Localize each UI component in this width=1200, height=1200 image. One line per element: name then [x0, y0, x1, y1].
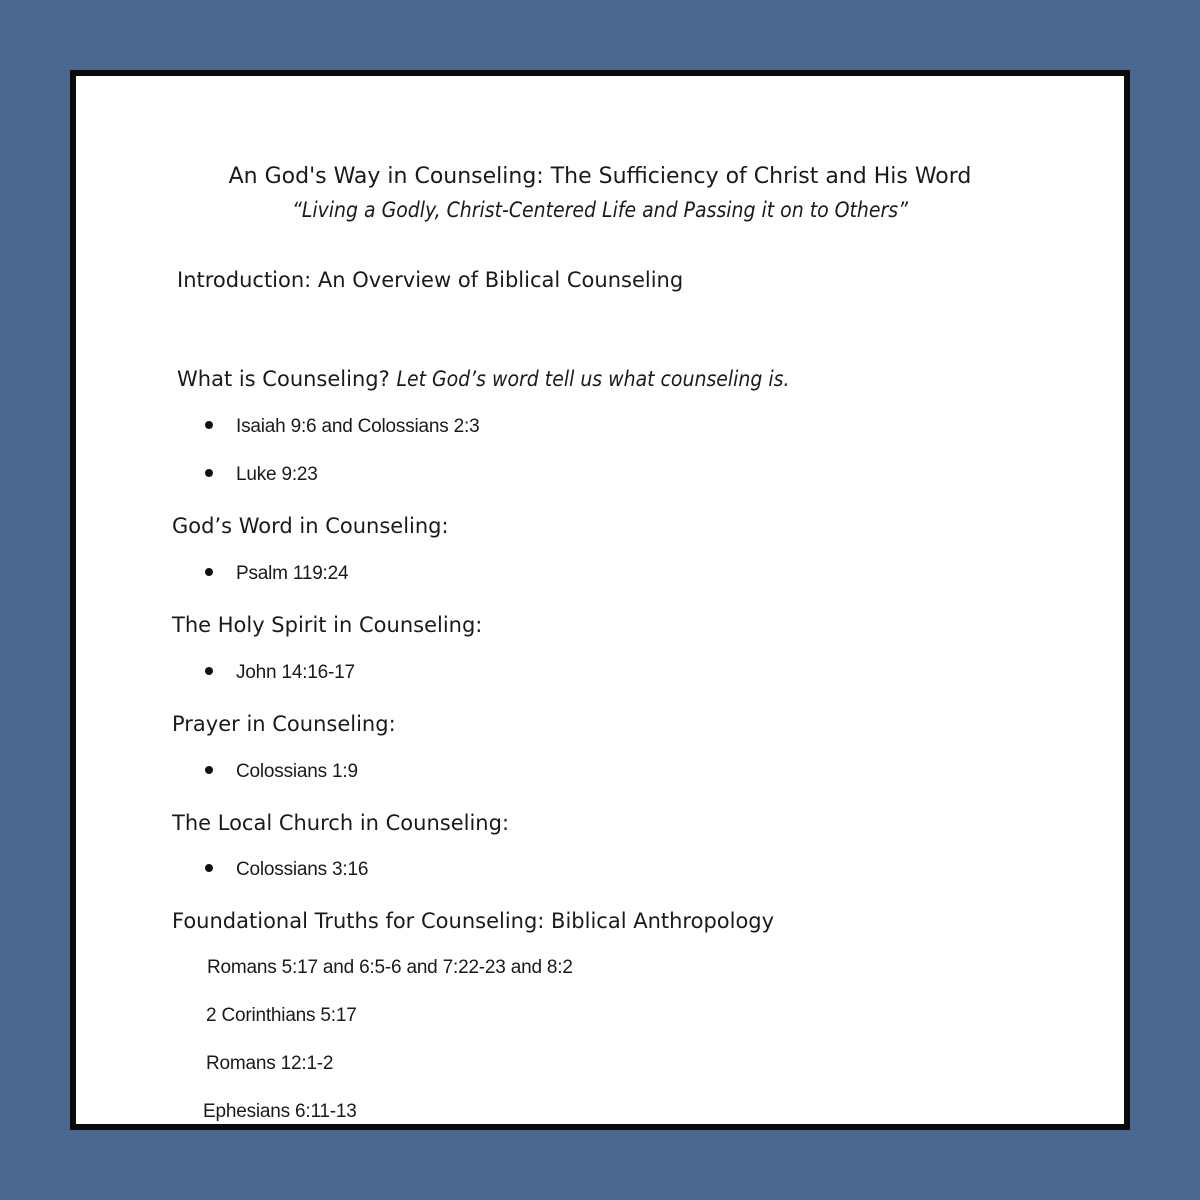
- list-item: Ephesians 6:11-13: [203, 1101, 357, 1122]
- list-item: Psalm 119:24: [236, 563, 349, 584]
- list-item: Luke 9:23: [236, 464, 318, 485]
- list-item: Colossians 3:16: [236, 859, 369, 880]
- introduction-heading: Introduction: An Overview of Biblical Counseling: [177, 268, 684, 292]
- list-item: Colossians 1:9: [236, 761, 358, 782]
- document-title: An God's Way in Counseling: The Sufficiency of Christ and His Word: [228, 164, 972, 189]
- section-heading-prayer: Prayer in Counseling:: [172, 712, 396, 736]
- bullet-icon: [205, 568, 213, 576]
- document-page: [70, 70, 1130, 1130]
- list-item: 2 Corinthians 5:17: [206, 1005, 357, 1026]
- section-heading-local-church: The Local Church in Counseling:: [172, 811, 510, 835]
- bullet-icon: [205, 469, 213, 477]
- section-heading-gods-word: God’s Word in Counseling:: [172, 514, 449, 538]
- section-heading-holy-spirit: The Holy Spirit in Counseling:: [172, 613, 483, 637]
- list-item: Romans 12:1-2: [206, 1053, 334, 1074]
- bullet-icon: [205, 421, 213, 429]
- list-item: Isaiah 9:6 and Colossians 2:3: [236, 416, 480, 437]
- section-heading-what-is-counseling: [177, 369, 789, 390]
- bullet-icon: [205, 864, 213, 872]
- document-subtitle: “Living a Godly, Christ-Centered Life and Passing it on to Others”: [292, 198, 908, 222]
- section-heading-label: What is Counseling?: [177, 367, 390, 391]
- section-heading-italic-note: Let God’s word tell us what counseling is.: [396, 367, 790, 391]
- bullet-icon: [205, 667, 213, 675]
- list-item: Romans 5:17 and 6:5-6 and 7:22-23 and 8:2: [207, 957, 573, 978]
- section-heading-foundational-truths: Foundational Truths for Counseling: Biblical Anthropology: [172, 909, 775, 933]
- bullet-icon: [205, 766, 213, 774]
- list-item: John 14:16-17: [236, 662, 355, 683]
